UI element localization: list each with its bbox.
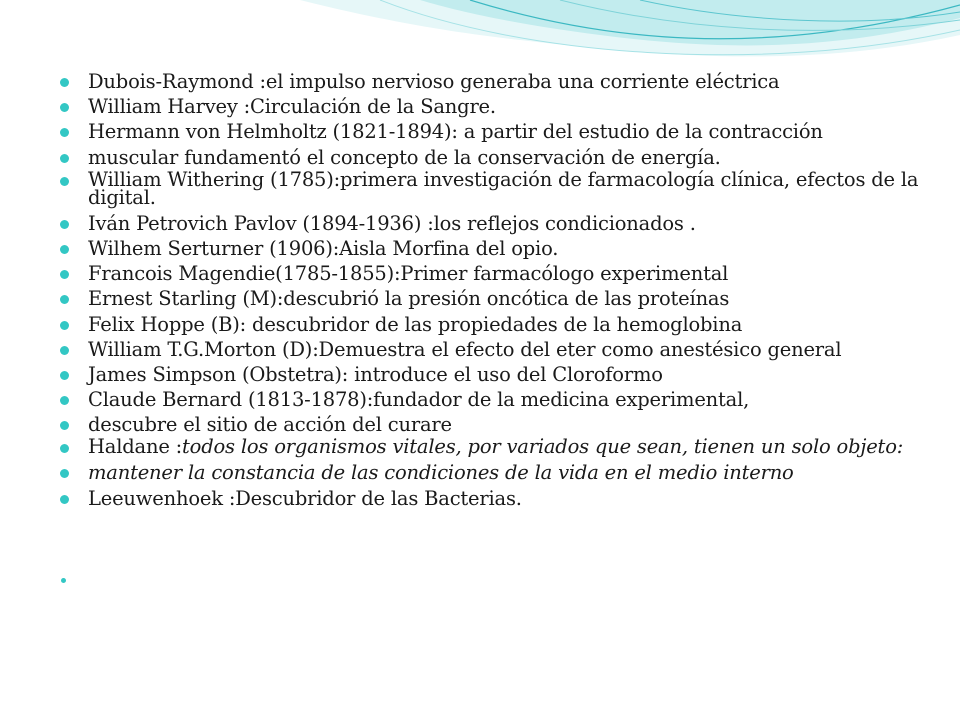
haldane-prefix: Haldane : (88, 435, 183, 459)
list-item: muscular fundamentó el concepto de la conservación de energía. (60, 146, 940, 169)
bullet-icon (60, 495, 69, 504)
bullet-icon (60, 371, 69, 380)
bullet-icon (60, 295, 69, 304)
list-item: William T.G.Morton (D):Demuestra el efecto del eter como anestésico general (60, 338, 940, 361)
list-item: Claude Bernard (1813-1878):fundador de la medicina experimental, (60, 388, 940, 411)
list-item: William Withering (1785):primera investigación de farmacología clínica, efectos de la digital. (60, 171, 940, 207)
bullet-icon (60, 220, 69, 229)
empty-bullet-icon (61, 578, 66, 583)
quote-continuation: mantener la constancia de las condiciones de la vida en el medio interno (88, 461, 794, 485)
list-item: James Simpson (Obstetra): introduce el uso del Cloroformo (60, 363, 940, 386)
slide-content (60, 70, 940, 512)
bullet-icon (60, 444, 69, 453)
bullet-icon (60, 346, 69, 355)
list-item: Ernest Starling (M):descubrió la presión oncótica de las proteínas (60, 287, 940, 310)
haldane-quote: todos los organismos vitales, por variados que sean, tienen un solo objeto: (182, 435, 904, 459)
list-item: Dubois-Raymond :el impulso nervioso generaba una corriente eléctrica (60, 70, 940, 93)
bullet-icon (60, 321, 69, 330)
bullet-icon (60, 177, 69, 186)
bullet-list (60, 70, 940, 510)
bullet-icon (60, 270, 69, 279)
bullet-icon (60, 154, 69, 163)
bullet-icon (60, 103, 69, 112)
list-item: William Harvey :Circulación de la Sangre. (60, 95, 940, 118)
list-item-quote (60, 461, 940, 484)
list-item-haldane (60, 435, 940, 459)
list-item: descubre el sitio de acción del curare (60, 413, 940, 436)
bullet-icon (60, 396, 69, 405)
bullet-icon (60, 78, 69, 87)
list-item: Hermann von Helmholtz (1821-1894): a partir del estudio de la contracción (60, 120, 940, 143)
bullet-icon (60, 245, 69, 254)
bullet-icon (60, 421, 69, 430)
bullet-icon (60, 128, 69, 137)
list-item: Francois Magendie(1785-1855):Primer farmacólogo experimental (60, 262, 940, 285)
list-item: Iván Petrovich Pavlov (1894-1936) :los reflejos condicionados . (60, 212, 940, 235)
list-item: Leeuwenhoek :Descubridor de las Bacterias. (60, 487, 940, 510)
list-item: Wilhem Serturner (1906):Aisla Morfina del opio. (60, 237, 940, 260)
bullet-icon (60, 469, 69, 478)
list-item: Felix Hoppe (B): descubridor de las propiedades de la hemoglobina (60, 313, 940, 336)
